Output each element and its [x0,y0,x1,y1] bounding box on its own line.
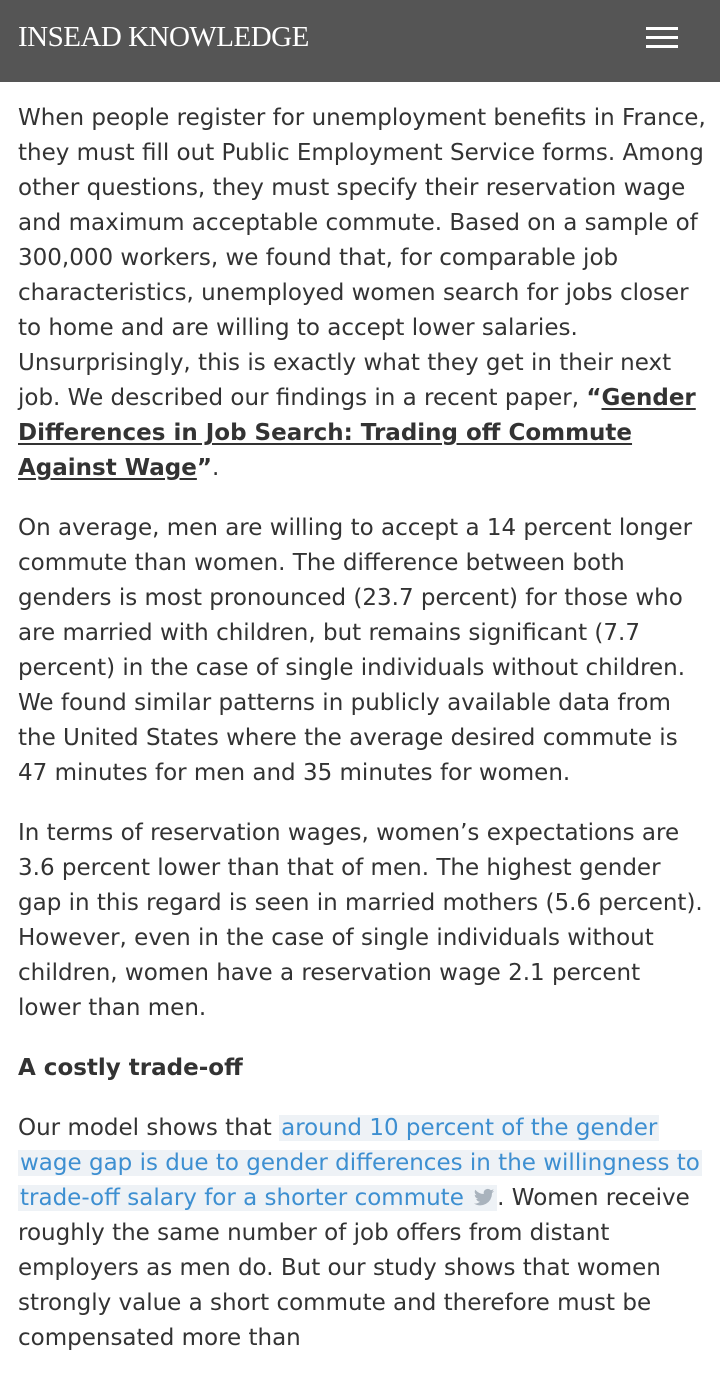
open-quote: “ [586,385,602,411]
menu-bar-line [646,27,678,30]
twitter-bird-icon[interactable] [473,1188,495,1208]
close-quote: ” [196,455,212,481]
paragraph-registration [18,101,708,486]
paragraph-commute: On average, men are willing to accept a 14 percent longer commute than women. The difference between both genders is most pronounced (23.7 percent) for those who are married with children, but remains significant (7.7 percent) in the case of single individuals without children. We found similar patterns in publicly available data from the United States where the average desired commute is 47 minutes for men and 35 minutes for women. [18,515,693,786]
article-body [18,101,708,1381]
paragraph-text: Our model shows that [18,1115,280,1141]
paragraph-text: When people register for unemployment benefits in France, they must fill out Public Employment Service forms. Among other questions, they must specify their reservation wage and maximum acceptable commute. Based on a sample of 300,000 workers, we found that, for comparable job characteristics, unemployed women search for jobs closer to home and are willing to accept lower salaries. Unsurprisingly, this is exactly what they get in their next job. We described our findings in a recent paper, [18,105,706,411]
paragraph-model [18,1111,708,1356]
site-logo[interactable]: INSEAD KNOWLEDGE [18,21,309,53]
paragraph-reservation-wages: In terms of reservation wages, women’s expectations are 3.6 percent lower than that of men. The highest gender gap in this regard is seen in married mothers (5.6 percent). However, even in the case of single individuals without children, women have a reservation wage 2.1 percent lower than men. [18,820,703,1021]
hamburger-menu-icon[interactable] [636,20,688,56]
tweetable-text[interactable]: around 10 percent of the gender wage gap is due to gender differences in the willingness to trade-off salary for a shorter commute [20,1115,700,1211]
sentence-end: . [212,455,220,481]
paper-link[interactable]: Gender Differences in Job Search: Trading off Commute Against Wage [18,385,696,481]
menu-bar-line [646,36,678,39]
paragraph-text: . Women receive roughly the same number of job offers from distant employers as men do. But our study shows that women strongly value a short commute and therefore must be compensated more than [18,1185,690,1351]
top-bar [0,0,720,82]
section-heading: A costly trade-off [18,1055,243,1081]
menu-bar-line [646,45,678,48]
